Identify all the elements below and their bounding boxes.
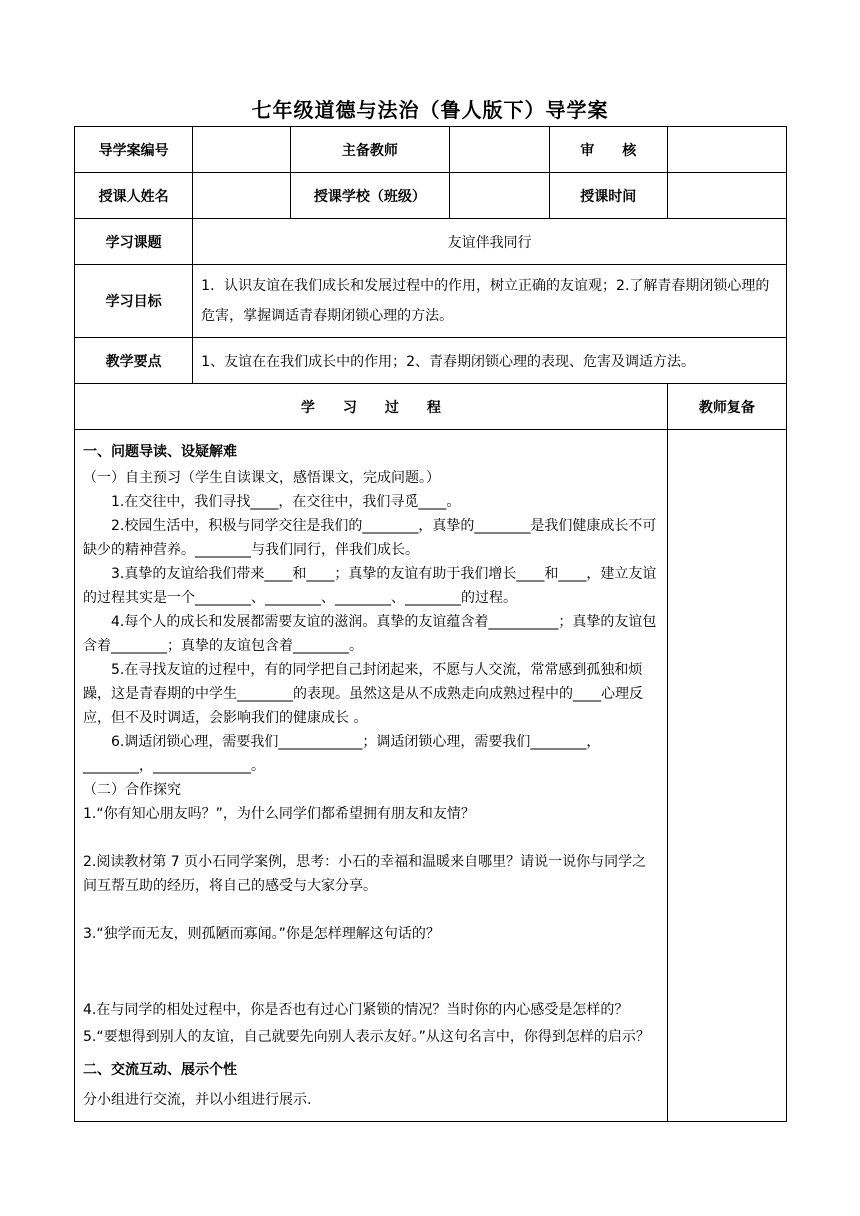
self-study-heading: （一）自主预习（学生自读课文，感悟课文，完成问题。）	[83, 470, 440, 486]
topic-value: 友谊伴我同行	[193, 219, 787, 265]
lesson-time-field[interactable]	[667, 173, 786, 219]
inquiry-2: 2.阅读教材第 7 页小石同学案例，思考：小石的幸福和温暖来自哪里？请说一说你与同学之间互帮互助的经历，将自己的感受与大家分享。	[83, 854, 647, 894]
teacher-notes-field[interactable]	[667, 430, 786, 1122]
section1-title: 一、问题导读、设疑解难	[83, 444, 237, 460]
goal-label: 学习目标	[75, 265, 193, 338]
goal-value: 1．认识友谊在我们成长和发展过程中的作用，树立正确的友谊观；2.了解青春期闭锁心理的危害，掌握调适青春期闭锁心理的方法。	[193, 265, 787, 338]
table-row	[75, 173, 787, 219]
school-class-label: 授课学校（班级）	[291, 173, 449, 219]
plan-number-label: 导学案编号	[75, 127, 193, 173]
question-4: 4.每个人的成长和发展都需要友谊的滋润。真挚的友谊蕴含着__________；真挚的友谊包含着________；真挚的友谊包含着________。	[83, 614, 657, 654]
table-row	[75, 430, 787, 1122]
review-label: 审 核	[549, 127, 667, 173]
page-title: 七年级道德与法治（鲁人版下）导学案	[251, 98, 609, 122]
inquiry-4: 4.在与同学的相处过程中，你是否也有过心门紧锁的情况？当时你的内心感受是怎样的？	[83, 1002, 629, 1018]
cooperative-heading: （二）合作探究	[83, 782, 181, 798]
inquiry-1: 1.“你有知心朋友吗？”，为什么同学们都希望拥有朋友和友情？	[83, 806, 475, 822]
inquiry-5: 5.“要想得到别人的友谊，自己就要先向别人表示友好。”从这句名言中，你得到怎样的启示？	[83, 1029, 650, 1045]
instructor-name-field[interactable]	[193, 173, 291, 219]
inquiry-3: 3.“独学而无友，则孤陋而寡闻。”你是怎样理解这句话的？	[83, 926, 440, 942]
section2-title: 二、交流互动、展示个性	[83, 1062, 237, 1078]
table-row	[75, 338, 787, 384]
lesson-plan-table	[74, 126, 787, 1122]
key-points-label: 教学要点	[75, 338, 193, 384]
teacher-notes-header: 教师复备	[667, 384, 786, 430]
process-content	[75, 430, 668, 1122]
lead-teacher-field[interactable]	[449, 127, 549, 173]
review-field[interactable]	[667, 127, 786, 173]
question-6: 6.调适闭锁心理，需要我们____________；调适闭锁心理，需要我们________，________，______________。	[83, 734, 601, 774]
lead-teacher-label: 主备教师	[291, 127, 449, 173]
topic-label: 学习课题	[75, 219, 193, 265]
question-5: 5.在寻找友谊的过程中，有的同学把自己封闭起来，不愿与人交流，常常感到孤独和烦躁，这是青春期的中学生________的表现。虽然这是从不成熟走向成熟过程中的____心理反应，但不及时调适，会影响我们的健康成长 。	[83, 662, 643, 726]
section2-text: 分小组进行交流，并以小组进行展示.	[83, 1092, 312, 1108]
key-points-value: 1、友谊在在我们成长中的作用；2、青春期闭锁心理的表现、危害及调适方法。	[193, 338, 787, 384]
table-row	[75, 219, 787, 265]
question-3: 3.真挚的友谊给我们带来____和____；真挚的友谊有助于我们增长____和____，建立友谊的过程其实是一个________、________、________、________的过程。	[83, 566, 657, 606]
table-row	[75, 127, 787, 173]
instructor-name-label: 授课人姓名	[75, 173, 193, 219]
table-row	[75, 384, 787, 430]
process-header: 学 习 过 程	[75, 384, 668, 430]
table-row	[75, 265, 787, 338]
lesson-time-label: 授课时间	[549, 173, 667, 219]
question-2: 2.校园生活中，积极与同学交往是我们的________，真挚的________是我们健康成长不可缺少的精神营养。________与我们同行，伴我们成长。	[83, 518, 657, 558]
question-1: 1.在交往中，我们寻找____，在交往中，我们寻觅____。	[83, 494, 461, 510]
plan-number-field[interactable]	[193, 127, 291, 173]
school-class-field[interactable]	[449, 173, 549, 219]
